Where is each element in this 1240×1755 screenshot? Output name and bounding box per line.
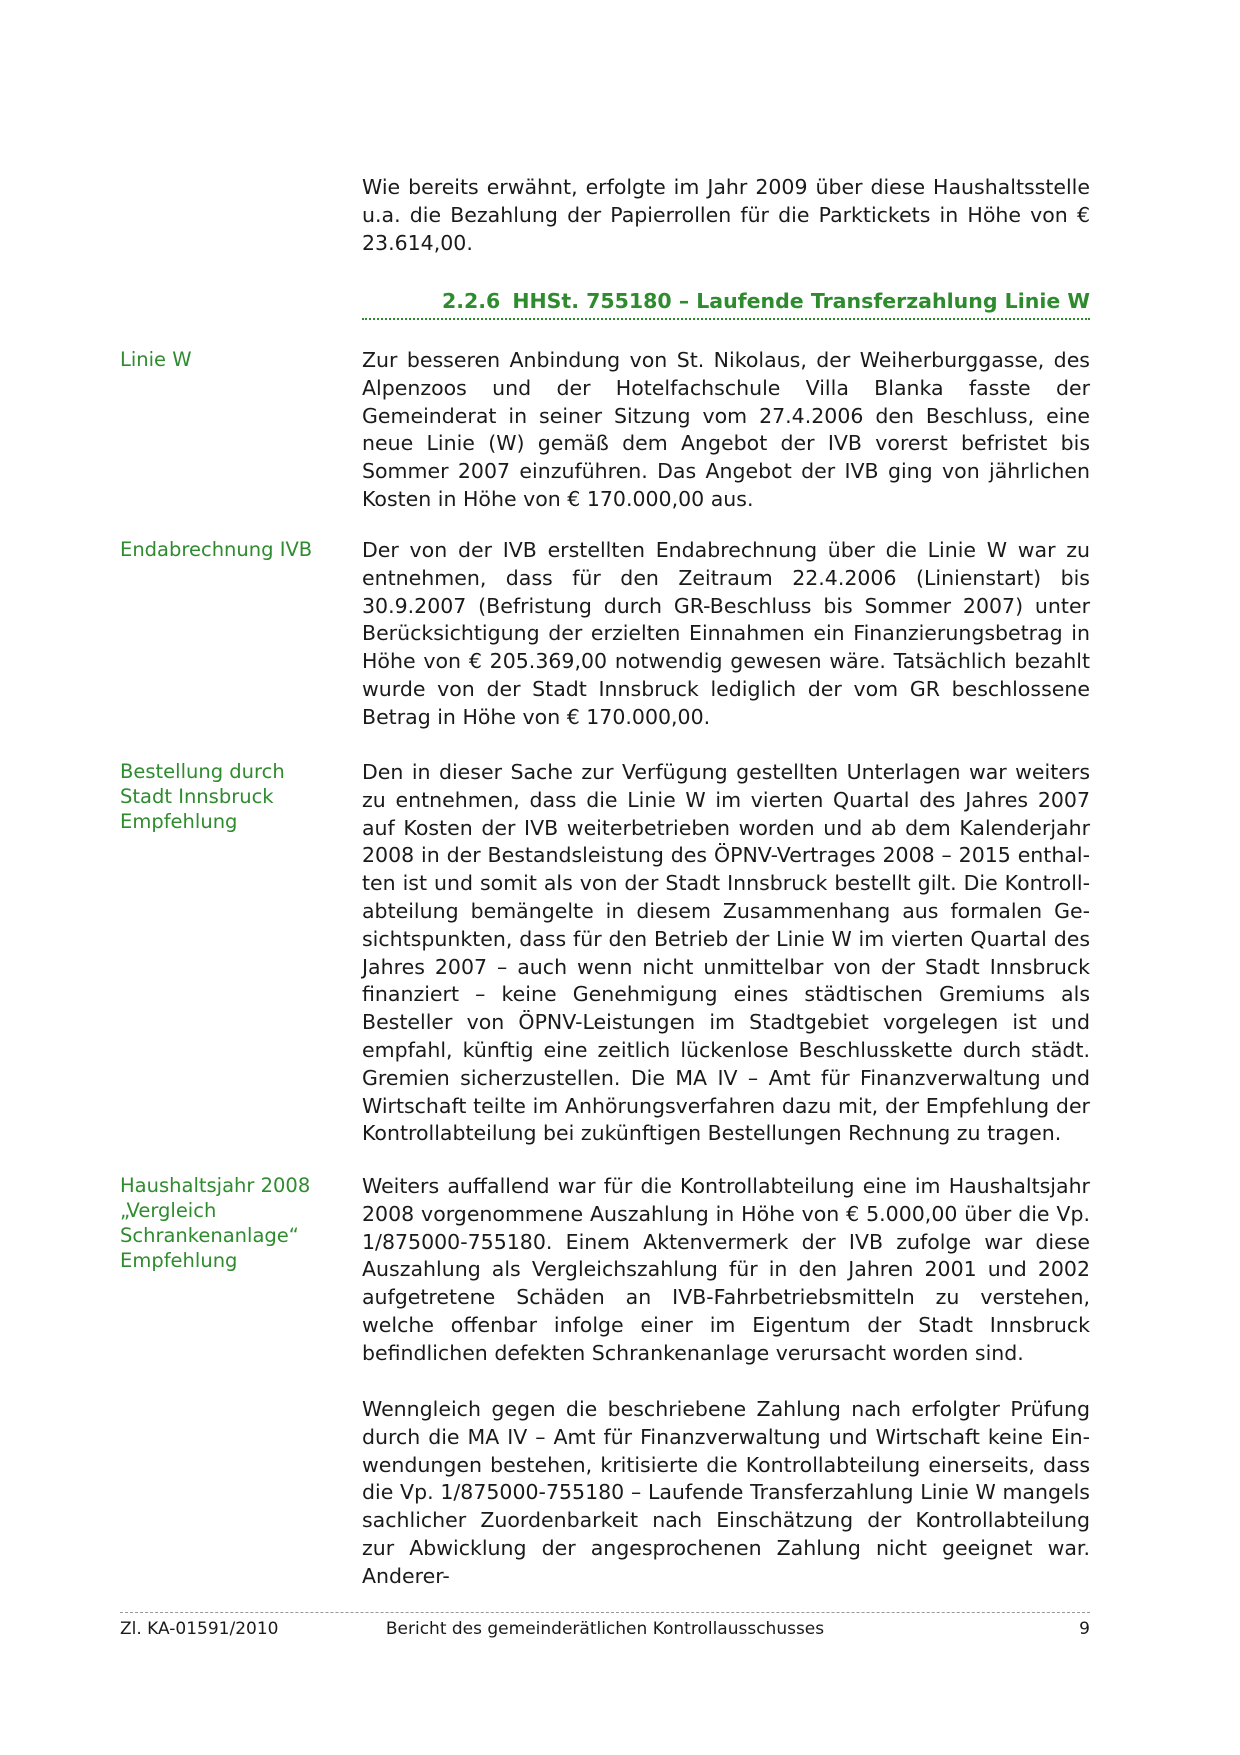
section-heading-rule	[362, 318, 1090, 320]
section-number: 2.2.6	[441, 289, 501, 313]
margin-note-bestellung	[120, 759, 350, 834]
footer-reference: Zl. KA-01591/2010	[120, 1619, 279, 1639]
margin-note-line: Bestellung durch	[120, 760, 285, 783]
paragraph-bestellung: Den in dieser Sache zur Verfügung gestellten Unterlagen war weiters zu entnehmen, dass die Linie W im vierten Quartal des Jahres 2007 auf Kosten der IVB weiterbetrieben worden und ab dem Kalenderjahr 2008 in der Bestandsleistung des ÖPNV-Vertrages 2008 – 2015 enthalten ist und somit als von der Stadt Innsbruck bestellt gilt. Die Kontrollabteilung bemängelte in diesem Zusammenhang aus formalen Gesichtspunkten, dass für den Betrieb der Linie W im vierten Quartal des Jahres 2007 – auch wenn nicht unmittelbar von der Stadt Innsbruck finanziert – keine Genehmigung eines städtischen Gremiums als Besteller von ÖPNV-Leistungen im Stadtgebiet vorgelegen ist und empfahl, künftig eine zeitlich lückenlose Beschlusskette durch städt. Gremien sicherzustellen. Die MA IV – Amt für Finanzverwaltung und Wirtschaft teilte im Anhörungsverfahren dazu mit, der Empfehlung der Kontrollabteilung bei zukünftigen Bestellungen Rechnung zu tragen.	[362, 760, 1090, 1146]
paragraph-haushaltsjahr: Weiters auffallend war für die Kontrollabteilung eine im Haushaltsjahr 2008 vorgenommene Auszahlung in Höhe von € 5.000,00 über die Vp. 1/875000-755180. Einem Aktenvermerk der IVB zufolge war diese Auszahlung als Vergleichszahlung für in den Jahren 2001 und 2002 aufgetretene Schäden an IVB-Fahrbetriebsmitteln zu verstehen, welche offenbar infolge einer im Eigentum der Stadt Innsbruck befindlichen defekten Schrankenanlage verursacht worden sind.	[362, 1174, 1090, 1365]
margin-note-line: Stadt Innsbruck	[120, 785, 274, 808]
intro-paragraph: Wie bereits erwähnt, erfolgte im Jahr 2009 über diese Haushaltsstelle u.a. die Bezahlung der Papierrollen für die Parktickets in Höhe von € 23.614,00.	[362, 175, 1090, 255]
margin-note-linie-w	[120, 347, 350, 372]
footer-page-number: 9	[1079, 1619, 1090, 1639]
margin-note-endabrechnung	[120, 537, 350, 562]
footer-report-title: Bericht des gemeinderätlichen Kontrollausschusses	[385, 1619, 825, 1639]
paragraph-linie-w: Zur besseren Anbindung von St. Nikolaus, der Weiherburggasse, des Alpenzoos und der Hotelfachschule Villa Blanka fasste der Gemeinderat in seiner Sitzung vom 27.4.2006 den Beschluss, eine neue Linie (W) gemäß dem Angebot der IVB vorerst befristet bis Sommer 2007 einzuführen. Das Angebot der IVB ging von jährlichen Kosten in Höhe von € 170.000,00 aus.	[362, 348, 1090, 511]
section-heading	[362, 287, 1090, 315]
margin-note-line: Linie W	[120, 348, 192, 371]
footer-rule	[120, 1612, 1090, 1613]
margin-note-haushaltsjahr	[120, 1173, 350, 1273]
margin-note-line: Schrankenanlage“	[120, 1224, 299, 1247]
margin-note-line: Empfehlung	[120, 810, 238, 833]
margin-note-line: Endabrechnung IVB	[120, 538, 313, 561]
margin-note-line: „Vergleich	[120, 1199, 217, 1222]
paragraph-endabrechnung: Der von der IVB erstellten Endabrechnung über die Linie W war zu entnehmen, dass für den Zeitraum 22.4.2006 (Linienstart) bis 30.9.2007 (Befristung durch GR-Beschluss bis Sommer 2007) unter Berücksichtigung der erzielten Einnahmen ein Finanzierungsbetrag in Höhe von € 205.369,00 notwendig gewesen wäre. Tatsächlich bezahlt wurde von der Stadt Innsbruck lediglich der vom GR beschlossene Betrag in Höhe von € 170.000,00.	[362, 538, 1090, 729]
paragraph-wenngleich: Wenngleich gegen die beschriebene Zahlung nach erfolgter Prüfung durch die MA IV – Amt für Finanzverwaltung und Wirtschaft keine Einwendungen bestehen, kritisierte die Kontrollabteilung einerseits, dass die Vp. 1/875000-755180 – Laufende Transferzahlung Linie W mangels sachlicher Zuordenbarkeit nach Einschätzung der Kontrollabteilung zur Abwicklung der angesprochenen Zahlung nicht geeignet war. Anderer-	[362, 1397, 1090, 1588]
section-title: HHSt. 755180 – Laufende Transferzahlung Linie W	[512, 289, 1090, 313]
margin-note-line: Haushaltsjahr 2008	[120, 1174, 311, 1197]
margin-note-line: Empfehlung	[120, 1249, 238, 1272]
